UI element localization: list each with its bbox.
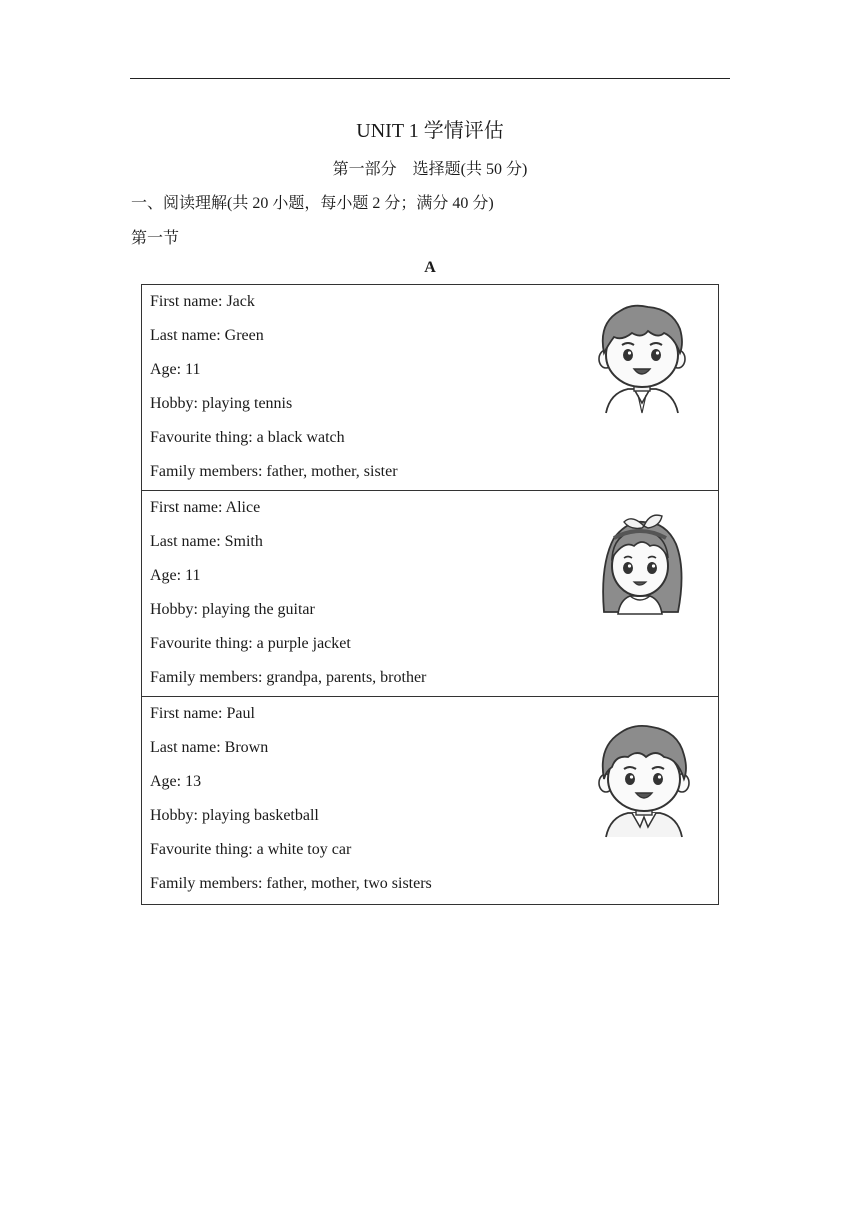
family-members: Family members: father, mother, two sisters bbox=[150, 875, 432, 892]
first-name: First name: Jack bbox=[150, 293, 255, 310]
profile-card-jack bbox=[142, 285, 718, 491]
favourite-thing: Favourite thing: a white toy car bbox=[150, 841, 352, 858]
hobby: Hobby: playing tennis bbox=[150, 395, 293, 412]
age: Age: 13 bbox=[150, 773, 202, 790]
family-members: Family members: grandpa, parents, brother bbox=[150, 669, 427, 686]
section-heading: 一、阅读理解(共 20 小题，每小题 2 分；满分 40 分) bbox=[131, 195, 494, 212]
boy-avatar-icon bbox=[592, 301, 692, 417]
passage-label: A bbox=[424, 259, 436, 276]
profile-table bbox=[141, 284, 719, 905]
hobby: Hobby: playing the guitar bbox=[150, 601, 315, 618]
hobby: Hobby: playing basketball bbox=[150, 807, 319, 824]
profile-card-paul bbox=[142, 697, 718, 904]
age: Age: 11 bbox=[150, 567, 201, 584]
first-name: First name: Alice bbox=[150, 499, 261, 516]
age: Age: 11 bbox=[150, 361, 201, 378]
girl-avatar-icon bbox=[594, 508, 686, 618]
last-name: Last name: Smith bbox=[150, 533, 263, 550]
family-members: Family members: father, mother, sister bbox=[150, 463, 398, 480]
favourite-thing: Favourite thing: a black watch bbox=[150, 429, 345, 446]
boy-avatar-icon bbox=[594, 721, 694, 841]
favourite-thing: Favourite thing: a purple jacket bbox=[150, 635, 351, 652]
last-name: Last name: Green bbox=[150, 327, 264, 344]
first-name: First name: Paul bbox=[150, 705, 255, 722]
top-divider bbox=[130, 78, 730, 79]
part-heading: 第一部分 选择题(共 50 分) bbox=[332, 161, 528, 178]
profile-card-alice bbox=[142, 491, 718, 697]
sub-section-heading: 第一节 bbox=[131, 230, 180, 247]
page-title: UNIT 1 学情评估 bbox=[356, 120, 504, 142]
last-name: Last name: Brown bbox=[150, 739, 269, 756]
